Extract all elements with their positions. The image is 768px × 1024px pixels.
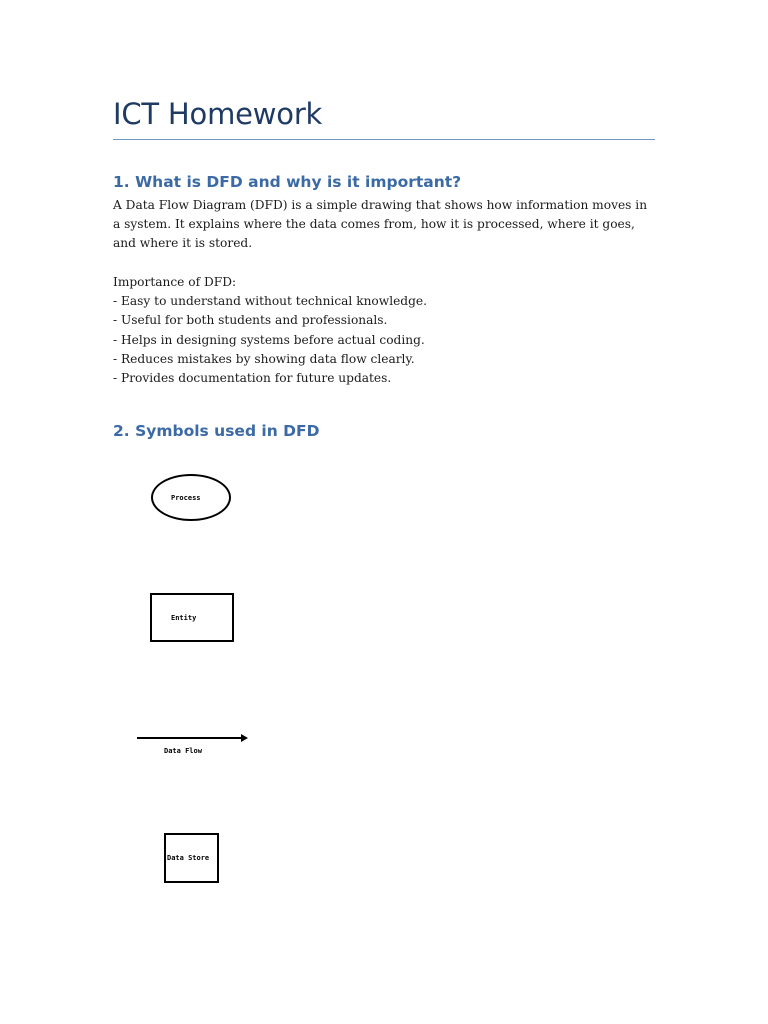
process-symbol-ellipse: [151, 474, 231, 521]
importance-item: - Helps in designing systems before actual coding.: [113, 332, 425, 347]
importance-list: [113, 292, 658, 388]
process-symbol-label: Process: [171, 494, 201, 502]
importance-item: - Easy to understand without technical knowledge.: [113, 294, 427, 309]
dfd-definition-paragraph: [113, 196, 658, 254]
data-flow-symbol: [137, 731, 249, 757]
dfd-definition-text: A Data Flow Diagram (DFD) is a simple drawing that shows how information moves in a system. It explains where the data comes from, how it is processed, where it goes, and where it is stored.: [113, 198, 648, 251]
data-flow-arrow-icon: [137, 731, 249, 745]
title-underline-rule: [113, 139, 655, 140]
entity-symbol-label: Entity: [171, 614, 197, 622]
data-store-symbol-label: Data Store: [167, 854, 210, 862]
importance-block: [113, 273, 658, 388]
section-heading-symbols: 2. Symbols used in DFD: [113, 422, 320, 440]
importance-item: - Reduces mistakes by showing data flow clearly.: [113, 351, 415, 366]
importance-heading: Importance of DFD:: [113, 275, 237, 289]
document-title: ICT Homework: [113, 97, 323, 131]
data-flow-symbol-label: Data Flow: [164, 747, 202, 755]
data-store-symbol-box: [164, 833, 219, 883]
importance-item: - Provides documentation for future updates.: [113, 371, 392, 386]
entity-symbol-rectangle: [150, 593, 234, 642]
importance-item: - Useful for both students and professionals.: [113, 313, 388, 328]
section-heading-what-is-dfd: 1. What is DFD and why is it important?: [113, 173, 462, 191]
